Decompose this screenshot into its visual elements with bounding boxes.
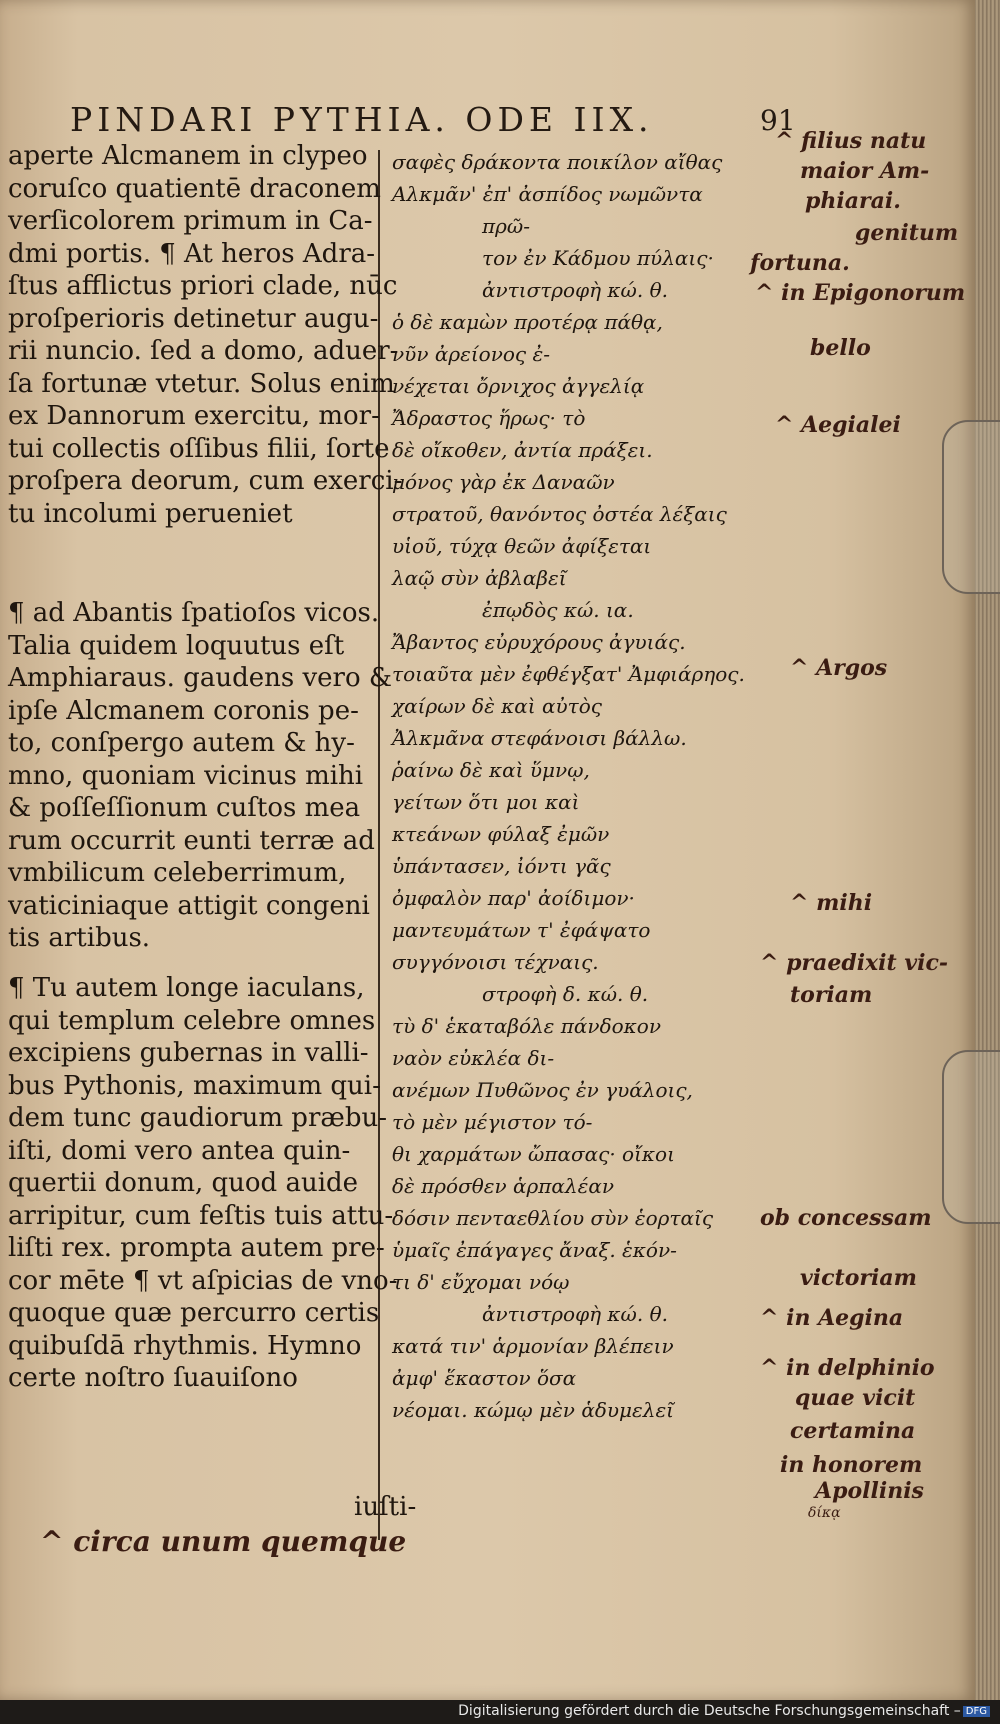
text-line: certe noſtro ſuauiſono [8, 1363, 298, 1393]
greek-line: μαντευμάτων τ' ἐφάψατο [392, 918, 651, 942]
greek-text-column [392, 146, 812, 1426]
text-line: Amphiaraus. gaudens vero & [8, 663, 393, 693]
greek-line: νέομαι. κώμῳ μὲν ἁδυμελεῖ [392, 1398, 675, 1422]
margin-note: phiarai. [805, 188, 901, 214]
greek-line: ὁ δὲ καμὼν προτέρᾳ πάθᾳ, [392, 310, 663, 334]
greek-line: ὑπάντασεν, ἰόντι γᾶς [392, 854, 611, 878]
greek-line: ὑμαῖς ἐπάγαγες ἄναξ. ἑκόν- [392, 1238, 677, 1262]
greek-line: τι δ' εὔχομαι νόῳ [392, 1270, 570, 1294]
greek-line: Ἄβαντος εὐρυχόρους ἀγυιάς. [392, 630, 686, 654]
margin-note: ^ mihi [790, 890, 873, 916]
greek-line: γείτων ὅτι μοι καὶ [392, 790, 580, 814]
clasp [942, 420, 1000, 594]
text-line: ¶ Tu autem longe iaculans, [8, 973, 365, 1003]
text-line: verſicolorem primum in Ca- [8, 206, 373, 236]
dfg-logo: DFG [963, 1706, 990, 1717]
credit-text: Digitalisierung gefördert durch die Deutsche Forschungsgemeinschaft – [458, 1703, 961, 1719]
greek-line: πρῶ- [482, 214, 530, 238]
text-line: proſpera deorum, cum exerci- [8, 466, 403, 496]
greek-line: ἀντιστροφὴ κώ. θ. [482, 1302, 668, 1326]
text-line: ipſe Alcmanem coronis pe- [8, 695, 359, 726]
text-line: dem tunc gaudiorum præbu- [8, 1103, 387, 1133]
greek-line: Ἀλκμᾶνα στεφάνοισι βάλλω. [392, 726, 687, 750]
greek-line: στρατοῦ, θανόντος ὀστέα λέξαις [392, 502, 727, 526]
margin-note: ob concessam [760, 1205, 932, 1231]
text-line: quoque quæ percurro certis [8, 1298, 380, 1328]
text-line: to, conſpergo autem & hy- [8, 728, 355, 758]
text-line: coruſco quatientē draconem [8, 173, 381, 204]
catchword: iuſti- [354, 1492, 417, 1522]
margin-note: ^ Argos [790, 655, 888, 681]
margin-note: δίκᾳ [808, 1505, 841, 1521]
greek-line: τὺ δ' ἑκαταβόλε πάνδοκον [392, 1014, 661, 1038]
greek-line: ῥαίνω δὲ καὶ ὕμνῳ, [392, 758, 590, 782]
margin-note: ^ filius natu [775, 128, 927, 154]
text-line: arripitur, cum feſtis tuis attu- [8, 1200, 394, 1231]
latin-paragraph [8, 972, 398, 1395]
margin-note: ^ in Aegina [760, 1305, 904, 1331]
text-line: ſa fortunæ vtetur. Solus enim [8, 368, 395, 399]
greek-line: θι χαρμάτων ὤπασας· οἴκοι [392, 1142, 675, 1166]
text-line: excipiens gubernas in valli- [8, 1038, 369, 1068]
text-line: mno, quoniam vicinus mihi [8, 760, 364, 791]
margin-note: bello [810, 335, 871, 361]
text-line: aperte Alcmanem in clypeo [8, 141, 368, 171]
text-line: & poſſeſſionum cuſtos mea [8, 793, 361, 823]
greek-line: συγγόνοισι τέχναις. [392, 950, 599, 974]
greek-line: χαίρων δὲ καὶ αὐτὸς [392, 694, 602, 718]
margin-note: ^ praedixit vic- [760, 950, 949, 976]
margin-note: ^ in Epigonorum [755, 280, 966, 306]
text-line: cor mēte ¶ vt aſpicias de vno- [8, 1265, 398, 1296]
text-line: vaticiniaque attigit congeni [8, 890, 370, 921]
greek-line: δὲ οἴκοθεν, ἀντία πράξει. [392, 438, 653, 462]
latin-paragraph [8, 597, 393, 955]
book-fore-edge [975, 0, 1000, 1700]
greek-line: ἀμφ' ἕκαστον ὅσα [392, 1366, 577, 1390]
greek-line: νέχεται ὄρνιχος ἀγγελίᾳ [392, 374, 645, 398]
handwritten-footnote: ^ circa unum quemque [40, 1525, 407, 1558]
greek-line: ανέμων Πυθῶνος ἐν γυάλοις, [392, 1078, 693, 1102]
greek-line: τοιαῦτα μὲν ἐφθέγξατ' Ἀμφιάρηος. [392, 662, 745, 686]
text-line: quibuſdā rhythmis. Hymno [8, 1330, 362, 1361]
running-title: PINDARI PYTHIA. ODE IIX. [70, 100, 654, 139]
greek-line: κτεάνων φύλαξ ἐμῶν [392, 822, 610, 846]
greek-line: κατά τιν' ἁρμονίαν βλέπειν [392, 1334, 674, 1358]
margin-note: genitum [855, 220, 959, 246]
page-number: 91 [760, 104, 796, 137]
text-line: tu incolumi perueniet [8, 498, 293, 529]
margin-note: ^ in delphinio [760, 1355, 935, 1381]
greek-line: ναὸν εὐκλέα δι- [392, 1046, 555, 1070]
text-line: ex Dannorum exercitu, mor- [8, 401, 380, 431]
clasp [942, 1050, 1000, 1224]
digitization-credit [458, 1703, 990, 1719]
latin-paragraph [8, 140, 403, 530]
greek-line: σαφὲς δράκοντα ποικίλον αἴθας [392, 150, 723, 174]
text-line: tui collectis oſſibus filii, ſorte [8, 433, 390, 464]
greek-line: ἀντιστροφὴ κώ. θ. [482, 278, 668, 302]
text-line: vmbilicum celeberrimum, [8, 858, 347, 888]
greek-line: λαῷ σὺν ἀβλαβεῖ [392, 566, 567, 590]
text-line: bus Pythonis, maximum qui- [8, 1070, 381, 1101]
greek-line: τὸ μὲν μέγιστον τό- [392, 1110, 593, 1134]
greek-line: νῦν ἀρείονος ἐ- [392, 342, 550, 366]
margin-note: Apollinis [815, 1478, 924, 1504]
margin-note: quae vicit [795, 1385, 916, 1411]
greek-line: στροφὴ δ. κώ. θ. [482, 982, 649, 1006]
greek-line: Ἄδραστος ἥρως· τὸ [392, 406, 586, 430]
text-line: ſtus afflictus priori clade, nūc [8, 271, 398, 301]
text-line: qui templum celebre omnes [8, 1005, 376, 1036]
margin-note: ^ Aegialei [775, 412, 901, 438]
greek-line: τον ἐν Κάδμου πύλαις· [482, 246, 714, 270]
text-line: rum occurrit eunti terræ ad [8, 825, 375, 856]
greek-line: υἱοῦ, τύχᾳ θεῶν ἀφίξεται [392, 534, 652, 558]
greek-line: ὀμφαλὸν παρ' ἀοίδιμον· [392, 886, 635, 910]
margin-note: toriam [790, 982, 873, 1008]
text-line: Talia quidem loquutus eſt [8, 630, 345, 661]
margin-note: victoriam [800, 1265, 917, 1291]
margin-note: maior Am- [800, 158, 930, 184]
text-line: quertii donum, quod auide [8, 1168, 359, 1198]
text-line: proſperioris detinetur augu- [8, 303, 379, 334]
margin-note: certamina [790, 1418, 916, 1444]
text-line: dmi portis. ¶ At heros Adra- [8, 238, 376, 269]
text-line: rii nuncio. ſed a domo, aduer- [8, 336, 399, 366]
text-line: tis artibus. [8, 923, 151, 953]
text-line: iſti, domi vero antea quin- [8, 1135, 351, 1166]
greek-line: Αλκμᾶν' ἐπ' ἀσπίδος νωμῶντα [392, 182, 703, 206]
margin-note: fortuna. [750, 250, 850, 276]
greek-line: δόσιν πενταεθλίου σὺν ἑορταῖς [392, 1206, 714, 1230]
margin-note: in honorem [780, 1452, 923, 1478]
greek-line: δὲ πρόσθεν ἁρπαλέαν [392, 1174, 615, 1198]
text-line: ¶ ad Abantis ſpatioſos vicos. [8, 598, 380, 628]
greek-line: μόνος γὰρ ἐκ Δαναῶν [392, 470, 615, 494]
text-line: liſti rex. prompta autem pre- [8, 1233, 385, 1263]
greek-line: ἐπῳδὸς κώ. ια. [482, 598, 634, 622]
